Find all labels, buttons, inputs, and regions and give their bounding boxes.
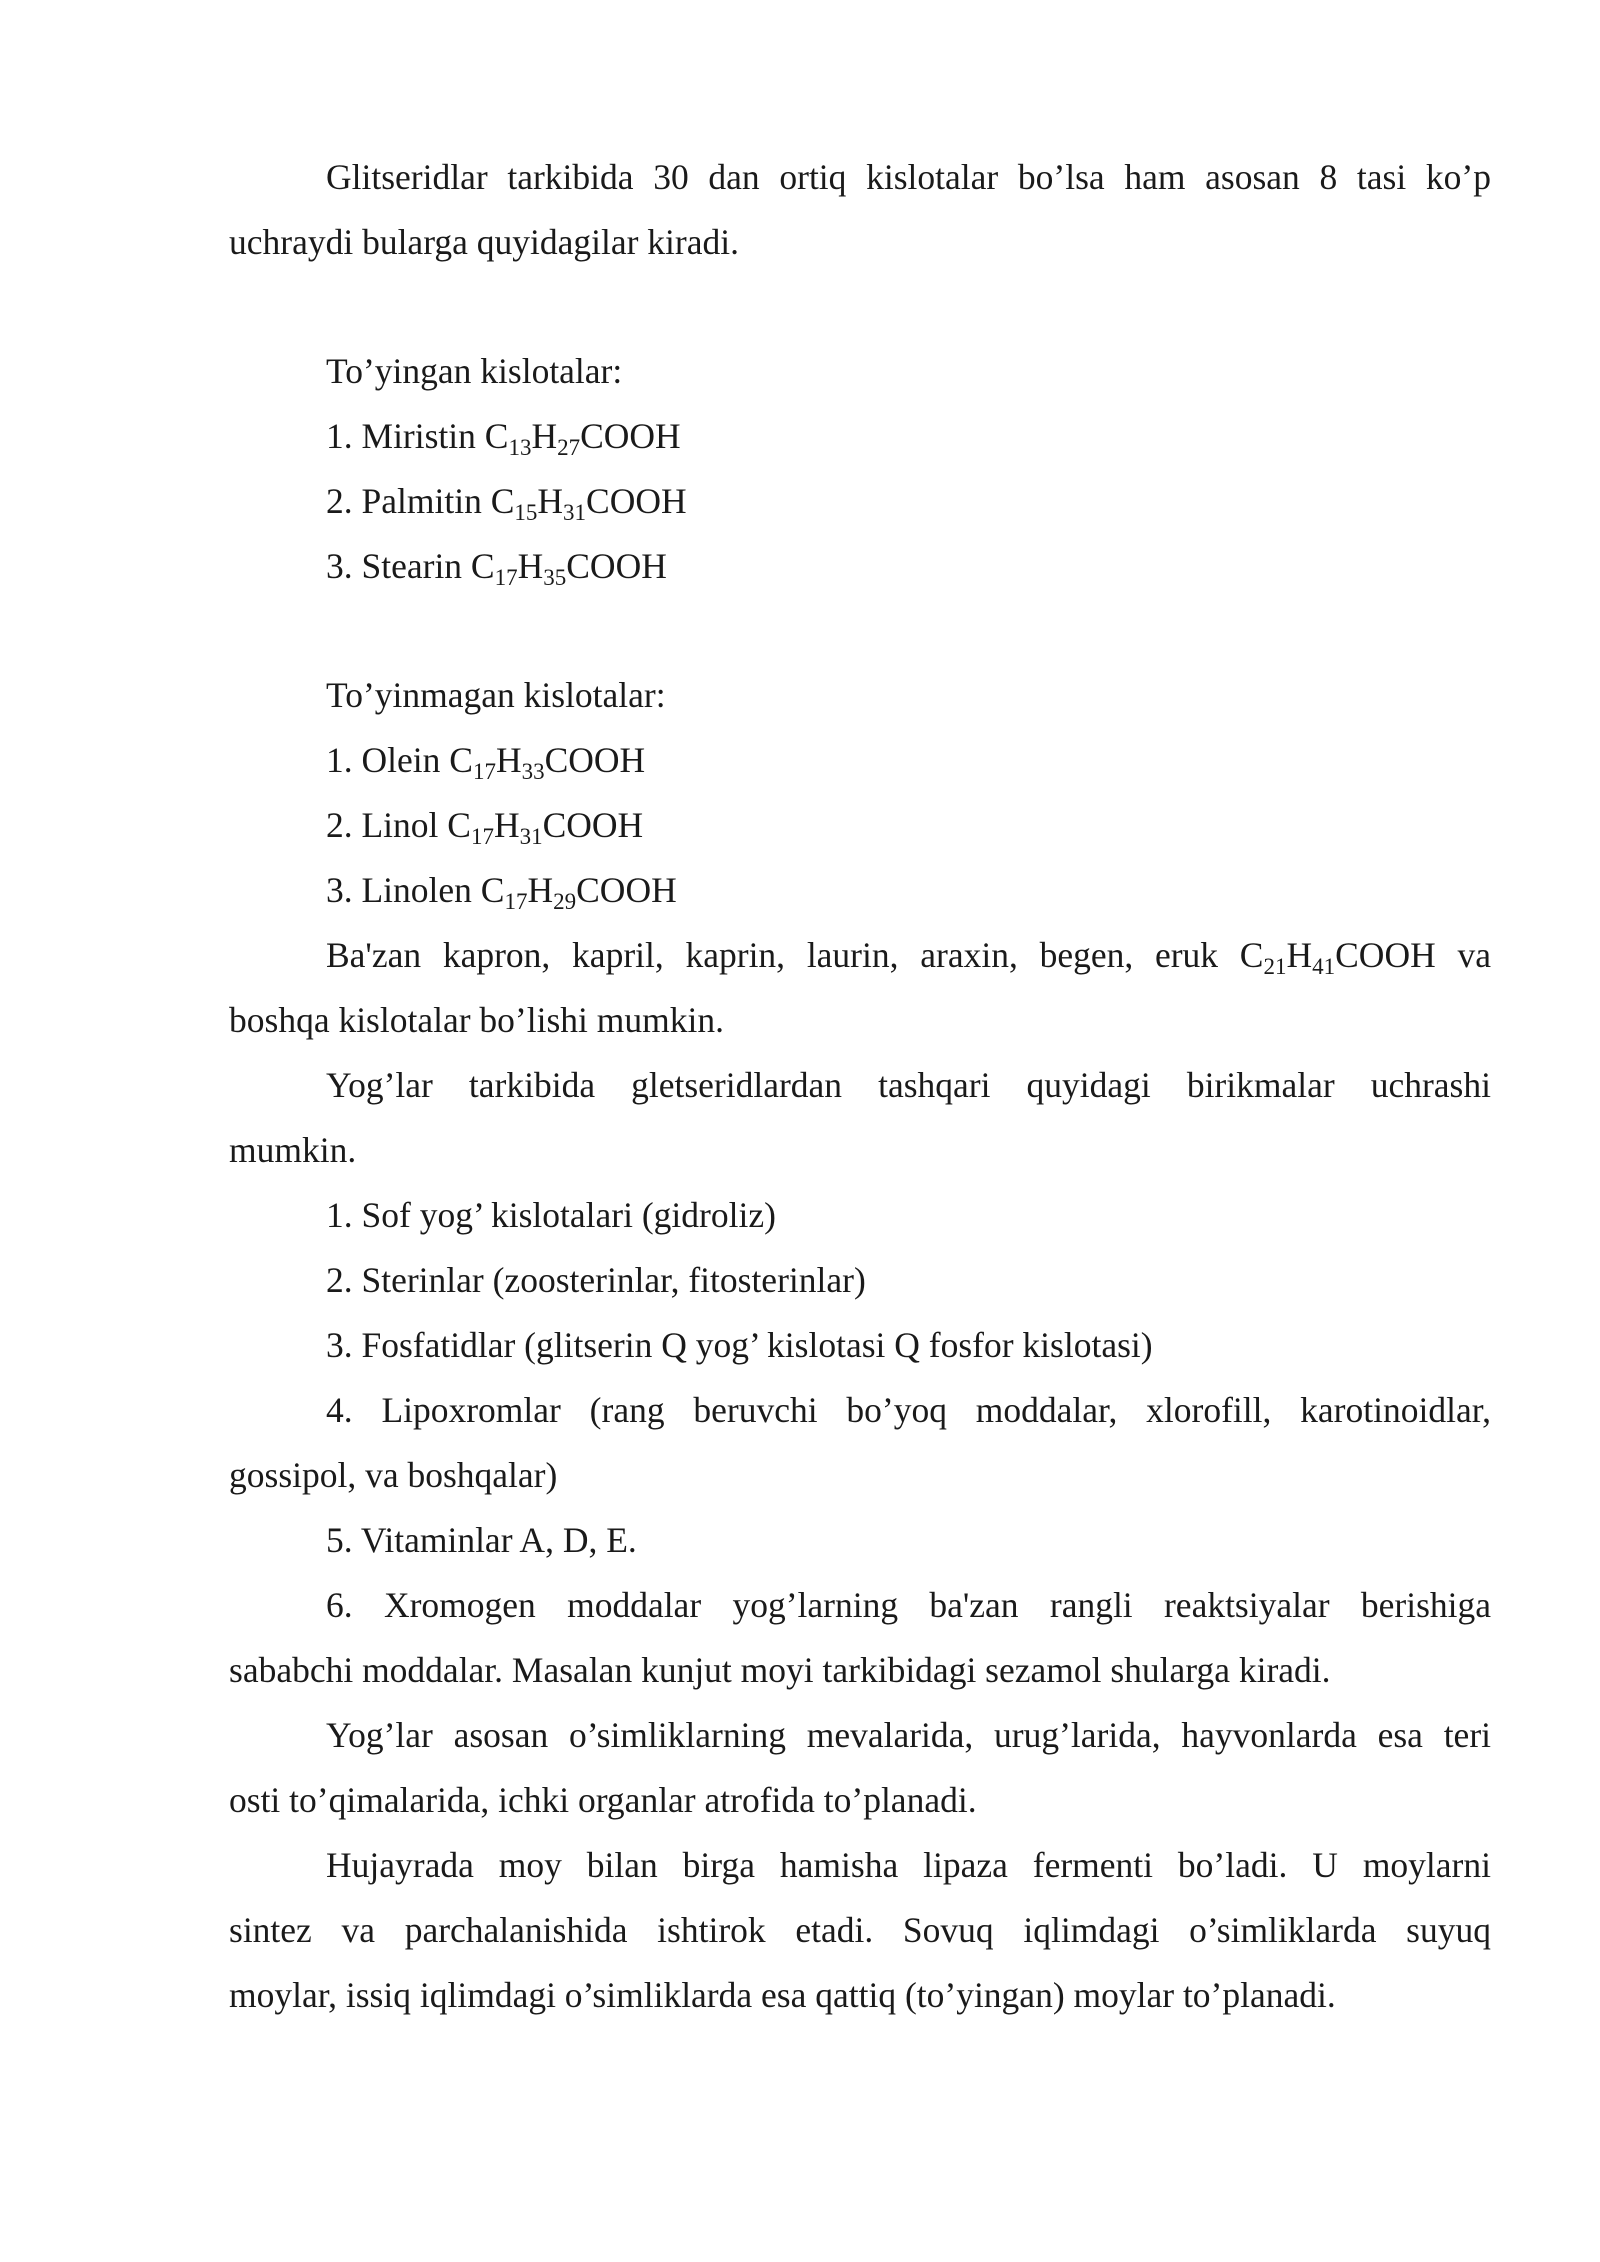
paragraph-5-line-1: Hujayrada moy bilan birga hamisha lipaza fermenti bo’ladi. U moylarni [326, 1845, 1491, 1885]
unsaturated-item-3: 3. Linolen $C_{17}H_{29}COOH$ [326, 870, 677, 915]
unsaturated-item-1: 1. Olein $C_{17}H_{33}COOH$ [326, 740, 646, 785]
paragraph-5-line-3: moylar, issiq iqlimdagi o’simliklarda esa qattiq (to’yingan) moylar to’planadi. [229, 1975, 1336, 2015]
compound-item-2: 2. Sterinlar (zoosterinlar, fitosterinlar) [326, 1260, 866, 1300]
paragraph-5-line-2: sintez va parchalanishida ishtirok etadi. Sovuq iqlimdagi o’simliklarda suyuq [229, 1910, 1491, 1950]
compound-item-4-line-1: 4. Lipoxromlar (rang beruvchi bo’yoq moddalar, xlorofill, karotinoidlar, [326, 1390, 1491, 1430]
saturated-item-3: 3. Stearin $C_{17}H_{35}COOH$ [326, 546, 667, 591]
paragraph-4-line-2: osti to’qimalarida, ichki organlar atrofida to’planadi. [229, 1780, 977, 1820]
paragraph-2-line-2: boshqa kislotalar bo’lishi mumkin. [229, 1000, 724, 1040]
unsaturated-item-2: 2. Linol $C_{17}H_{31}COOH$ [326, 805, 644, 850]
paragraph-2-line-1: Ba'zan kapron, kapril, kaprin, laurin, araxin, begen, eruk $C_{21}H_{41}COOH$ va [326, 935, 1491, 980]
paragraph-1-line-1: Glitseridlar tarkibida 30 dan ortiq kislotalar bo’lsa ham asosan 8 tasi ko’p [326, 157, 1491, 197]
paragraph-4-line-1: Yog’lar asosan o’simliklarning mevalarida, urug’larida, hayvonlarda esa teri [326, 1715, 1491, 1755]
saturated-item-2: 2. Palmitin $C_{15}H_{31}COOH$ [326, 481, 687, 526]
compound-item-6-line-1: 6. Xromogen moddalar yog’larning ba'zan rangli reaktsiyalar berishiga [326, 1585, 1491, 1625]
paragraph-3-line-2: mumkin. [229, 1130, 357, 1170]
paragraph-1-line-2: uchraydi bularga quyidagilar kiradi. [229, 222, 739, 262]
saturated-item-1: 1. Miristin $C_{13}H_{27}COOH$ [326, 416, 681, 461]
compound-item-3: 3. Fosfatidlar (glitserin Q yog’ kislotasi Q fosfor kislotasi) [326, 1325, 1153, 1365]
compound-item-6-line-2: sababchi moddalar. Masalan kunjut moyi tarkibidagi sezamol shularga kiradi. [229, 1650, 1331, 1690]
compound-item-4-line-2: gossipol, va boshqalar) [229, 1455, 558, 1495]
paragraph-3-line-1: Yog’lar tarkibida gletseridlardan tashqari quyidagi birikmalar uchrashi [326, 1065, 1491, 1105]
compound-item-5: 5. Vitaminlar A, D, E. [326, 1520, 637, 1560]
saturated-heading: To’yingan kislotalar: [326, 351, 623, 391]
unsaturated-heading: To’yinmagan kislotalar: [326, 675, 666, 715]
compound-item-1: 1. Sof yog’ kislotalari (gidroliz) [326, 1195, 776, 1235]
